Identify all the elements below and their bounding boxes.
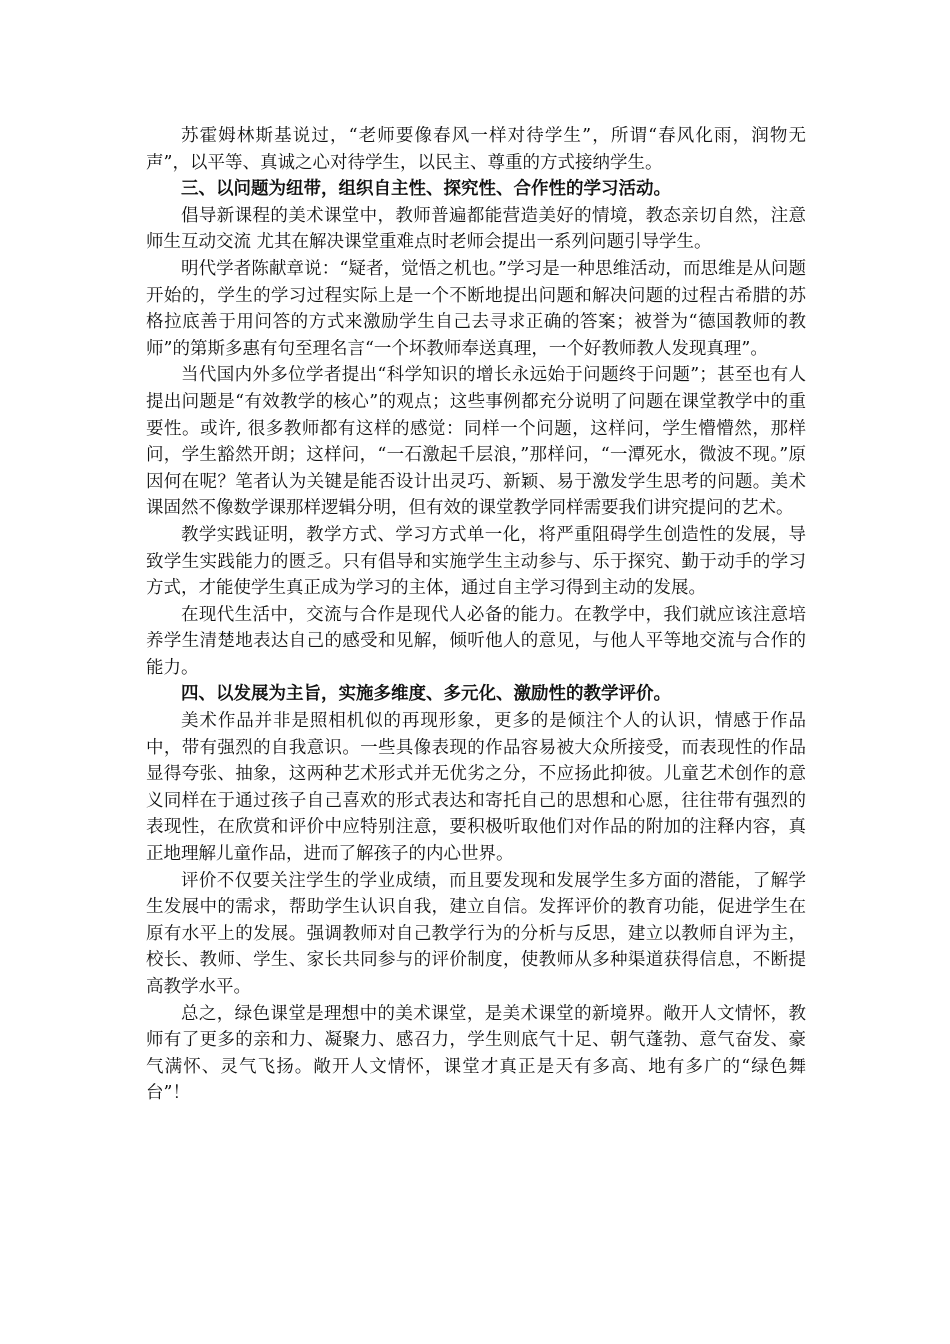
section-heading: 四、以发展为主旨，实施多维度、多元化、激励性的教学评价。 bbox=[181, 684, 671, 705]
paragraph: 倡导新课程的美术课堂中，教师普遍都能营造美好的情境，教态亲切自然，注意师生互动交流 尤其在解决课堂重难点时老师会提出一系列问题引导学生。 bbox=[146, 205, 806, 253]
paragraph: 教学实践证明，教学方式、学习方式单一化，将严重阻碍学生创造性的发展，导致学生实践能力的匮乏。只有倡导和实施学生主动参与、乐于探究、勤于动手的学习方式，才能使学生真正成为学习的主体，通过自主学习得到主动的发展。 bbox=[146, 524, 806, 599]
section-heading: 三、以问题为纽带，组织自主性、探究性、合作性的学习活动。 bbox=[181, 179, 671, 200]
paragraph: 苏霍姆林斯基说过，“老师要像春风一样对待学生”，所谓“春风化雨，润物无声”，以平等、真诚之心对待学生，以民主、尊重的方式接纳学生。 bbox=[146, 126, 806, 173]
paragraph: 当代国内外多位学者提出“科学知识的增长永远始于问题终于问题”；甚至也有人提出问题是“有效教学的核心”的观点；这些事例都充分说明了问题在课堂教学中的重要性。或许, 很多教师都有这样的感觉：同样一个问题，这样问，学生懵懵然，那样问，学生豁然开朗；这样问，“一石激起千层浪，”那样问，“一潭死水，微波不现。”原因何在呢？笔者认为关键是能否设计出灵巧、新颖、易于激发学生思考的问题。美术课固然不像数学课那样逻辑分明，但有效的课堂教学同样需要我们讲究提问的艺术。 bbox=[146, 365, 806, 519]
paragraph: 评价不仅要关注学生的学业成绩，而且要发现和发展学生多方面的潜能，了解学生发展中的需求，帮助学生认识自我，建立自信。发挥评价的教育功能，促进学生在原有水平上的发展。强调教师对自己教学行为的分析与反思，建立以教师自评为主，校长、教师、学生、家长共同参与的评价制度，使教师从多种渠道获得信息，不断提高教学水平。 bbox=[146, 870, 806, 997]
paragraph: 明代学者陈献章说：“疑者，觉悟之机也。”学习是一种思维活动，而思维是从问题开始的，学生的学习过程实际上是一个不断地提出问题和解决问题的过程古希腊的苏格拉底善于用问答的方式来激励学生自己去寻求正确的答案；被誉为“德国教师的教师”的第斯多惠有句至理名言“一个坏教师奉送真理，一个好教师教人发现真理”。 bbox=[146, 258, 806, 359]
paragraph: 总之，绿色课堂是理想中的美术课堂，是美术课堂的新境界。敞开人文情怀，教师有了更多的亲和力、凝聚力、感召力，学生则底气十足、朝气蓬勃、意气奋发、豪气满怀、灵气飞扬。敞开人文情怀，课堂才真正是天有多高、地有多广的“绿色舞台”！ bbox=[146, 1003, 806, 1104]
paragraph: 在现代生活中，交流与合作是现代人必备的能力。在教学中，我们就应该注意培养学生清楚地表达自己的感受和见解，倾听他人的意见，与他人平等地交流与合作的能力。 bbox=[146, 604, 806, 678]
document-page bbox=[146, 123, 806, 1107]
paragraph: 美术作品并非是照相机似的再现形象，更多的是倾注个人的认识，情感于作品中，带有强烈的自我意识。一些具像表现的作品容易被大众所接受，而表现性的作品显得夸张、抽象，这两种艺术形式并无优劣之分，不应扬此抑彼。儿童艺术创作的意义同样在于通过孩子自己喜欢的形式表达和寄托自己的思想和心愿，往往带有强烈的表现性，在欣赏和评价中应特别注意，要积极听取他们对作品的附加的注释内容，真正地理解儿童作品，进而了解孩子的内心世界。 bbox=[146, 711, 806, 865]
